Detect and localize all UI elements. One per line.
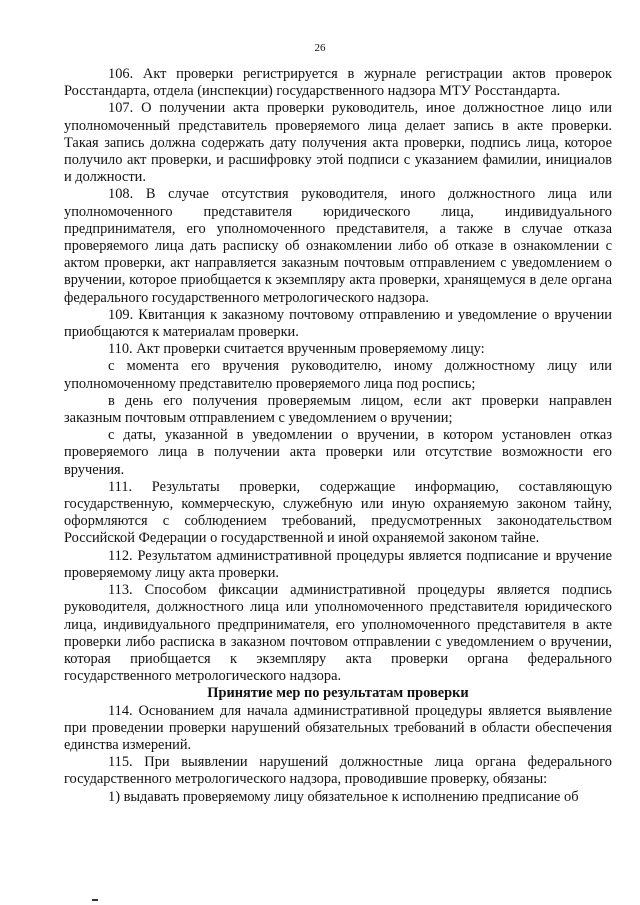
paragraph-108: 108. В случае отсутствия руководителя, иного должностного лица или уполномоченного представителя юридического лица, индивидуального предпринимателя, его уполномоченного представителя, а также в случае отказа проверяемого лица дать расписку об ознакомлении либо об отказе в ознакомлении с актом проверки, акт направляется заказным почтовым отправлением с уведомлением о вручении, которое приобщается к экземпляру акта проверки, хранящемуся в деле органа федерального государственного метрологического надзора.: [64, 186, 612, 306]
paragraph-107: 107. О получении акта проверки руководитель, иное должностное лицо или уполномоченный представитель проверяемого лица делает запись в акте проверки. Такая запись должна содержать дату получения акта проверки, подпись лица, которое получило акт проверки, и расшифровку этой подписи с указанием фамилии, инициалов и должности.: [64, 100, 612, 186]
paragraph-110-item-1: с момента его вручения руководителю, иному должностному лицу или уполномоченному представителю проверяемого лица под роспись;: [64, 358, 612, 392]
section-heading: Принятие мер по результатам проверки: [207, 685, 469, 702]
paragraph-115-item-1: 1) выдавать проверяемому лицу обязательное к исполнению предписание об: [108, 788, 579, 805]
paragraph-113: 113. Способом фиксации административной процедуры является подпись руководителя, должностного лица или уполномоченного представителя юридического лица, индивидуального предпринимателя, его уполномоченного представителя в акте проверки либо расписка в заказном почтовом отправлении с уведомлением о вручении, которая приобщается к экземпляру акта проверки органа федерального государственного метрологического надзора.: [64, 582, 612, 685]
document-body: [64, 66, 612, 806]
paragraph-114: 114. Основанием для начала административной процедуры является выявление при проведении проверки нарушений обязательных требований в области обеспечения единства измерений.: [64, 702, 612, 753]
paragraph-110: 110. Акт проверки считается врученным проверяемому лицу:: [108, 341, 485, 358]
paragraph-110-item-3: с даты, указанной в уведомлении о вручении, в котором установлен отказ проверяемого лица в получении акта проверки или отсутствие возможности его вручения.: [64, 427, 612, 478]
paragraph-115: 115. При выявлении нарушений должностные лица органа федерального государственного метрологического надзора, проводившие проверку, обязаны:: [64, 754, 612, 788]
paragraph-112: 112. Результатом административной процедуры является подписание и вручение проверяемому лицу акта проверки.: [64, 547, 612, 581]
paragraph-106: 106. Акт проверки регистрируется в журнале регистрации актов проверок Росстандарта, отдела (инспекции) государственного надзора МТУ Росстандарта.: [64, 66, 612, 100]
paragraph-109: 109. Квитанция к заказному почтовому отправлению и уведомление о вручении приобщаются к материалам проверки.: [64, 306, 612, 341]
page-number: 26: [314, 42, 326, 54]
paragraph-111: 111. Результаты проверки, содержащие информацию, составляющую государственную, коммерческую, служебную или иную охраняемую законом тайну, оформляются с соблюдением требований, предусмотренных законодательством Российской Федерации о государственной и иной охраняемой законом тайне.: [64, 478, 612, 547]
scan-edge-mark: [92, 899, 98, 901]
paragraph-110-item-2: в день его получения проверяемым лицом, если акт проверки направлен заказным почтовым отправлением с уведомлением о вручении;: [64, 392, 612, 427]
